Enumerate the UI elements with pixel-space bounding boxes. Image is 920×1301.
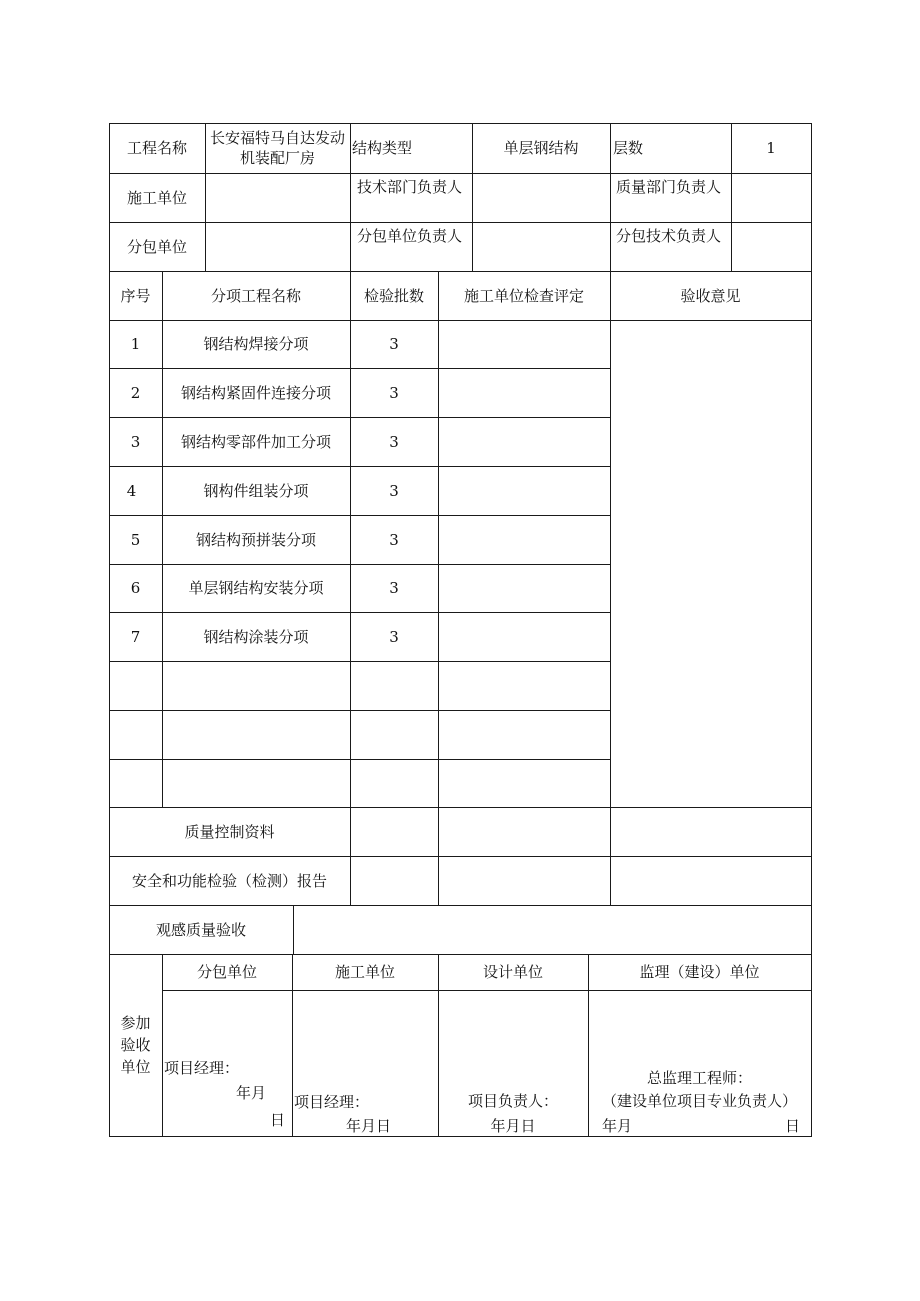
col-header-no: 序号 xyxy=(120,286,151,305)
grid-line xyxy=(109,710,611,711)
grid-line xyxy=(109,222,812,223)
row-batches: 3 xyxy=(389,530,399,549)
sig-con-manager: 项目经理： xyxy=(294,1093,370,1111)
row-no: 5 xyxy=(130,530,141,549)
row-no: 1 xyxy=(130,335,141,353)
project-name-line2: 机装配厂房 xyxy=(239,149,315,167)
col-header-opinion: 验收意见 xyxy=(680,286,741,305)
row-batches: 3 xyxy=(389,627,399,646)
appearance-quality-label: 观感质量验收 xyxy=(155,920,246,939)
row-no: 3 xyxy=(130,432,141,451)
row-batches: 3 xyxy=(389,383,399,402)
col-header-self-check: 施工单位检查评定 xyxy=(463,286,584,305)
structure-type-value: 单层钢结构 xyxy=(503,139,579,157)
party-subcontractor: 分包单位 xyxy=(196,963,257,981)
structure-type-label: 结构类型 xyxy=(352,139,413,157)
construction-unit-label: 施工单位 xyxy=(126,188,187,207)
sig-sub-date-ym: 年月 xyxy=(236,1084,267,1102)
col-header-item-name: 分项工程名称 xyxy=(210,286,301,305)
row-item-name: 钢构件组装分项 xyxy=(203,481,309,500)
participants-label xyxy=(109,954,162,1136)
party-constructor: 施工单位 xyxy=(334,963,395,981)
participants-label-line2: 验收 xyxy=(120,1036,151,1054)
row-item-name: 钢结构涂装分项 xyxy=(203,627,309,646)
row-item-name: 钢结构焊接分项 xyxy=(203,335,309,353)
grid-line xyxy=(109,173,812,174)
row-no: 6 xyxy=(130,579,141,597)
grid-line xyxy=(350,123,351,271)
participants-label-line3: 单位 xyxy=(120,1058,151,1076)
grid-line xyxy=(162,990,812,991)
party-designer: 设计单位 xyxy=(482,963,543,981)
grid-line xyxy=(610,271,611,905)
row-item-name: 单层钢结构安装分项 xyxy=(188,579,324,597)
floors-label: 层数 xyxy=(613,139,644,157)
row-no: 7 xyxy=(130,627,141,646)
participants-label-line1: 参加 xyxy=(120,1014,151,1032)
row-no: 2 xyxy=(130,383,141,402)
project-name-label: 工程名称 xyxy=(126,139,187,157)
sig-sub-manager: 项目经理： xyxy=(164,1059,240,1077)
project-name-value xyxy=(205,123,350,173)
sig-super-engineer: 总监理工程师： xyxy=(646,1069,752,1087)
row-item-name: 钢结构零部件加工分项 xyxy=(180,432,331,451)
grid-line xyxy=(109,661,611,662)
border-line xyxy=(811,123,812,1137)
party-supervisor: 监理（建设）单位 xyxy=(639,963,760,981)
subcontract-unit-label: 分包单位 xyxy=(126,237,187,256)
grid-line xyxy=(610,123,611,271)
sig-design-head: 项目负责人： xyxy=(467,1092,558,1110)
subcontract-tech-head-label: 分包技术负责人 xyxy=(616,227,722,245)
row-item-name: 钢结构预拼装分项 xyxy=(195,530,316,549)
project-name-line1: 长安福特马自达发动 xyxy=(209,129,345,147)
grid-line xyxy=(438,271,439,905)
subcontract-unit-head-label: 分包单位负责人 xyxy=(357,227,463,245)
row-batches: 3 xyxy=(389,432,399,451)
sig-design-date: 年月日 xyxy=(490,1117,536,1135)
sig-sub-date-d: 日 xyxy=(270,1111,286,1129)
floors-value: 1 xyxy=(766,139,776,157)
quality-control-data-label: 质量控制资料 xyxy=(184,822,275,841)
sig-super-note: （建设单位项目专业负责人） xyxy=(601,1092,797,1110)
tech-dept-head-label: 技术部门负责人 xyxy=(357,178,463,196)
row-batches: 3 xyxy=(389,335,399,353)
row-batches: 3 xyxy=(389,481,399,500)
sig-super-date-d: 日 xyxy=(785,1117,801,1135)
safety-function-report-label: 安全和功能检验（检测）报告 xyxy=(131,871,327,890)
row-no: 4 xyxy=(126,481,137,500)
sig-con-date: 年月日 xyxy=(346,1117,392,1135)
row-item-name: 钢结构紧固件连接分项 xyxy=(180,383,331,402)
row-batches: 3 xyxy=(389,579,399,597)
col-header-batches: 检验批数 xyxy=(363,286,424,305)
grid-line xyxy=(293,905,294,954)
quality-dept-head-label: 质量部门负责人 xyxy=(616,178,722,196)
sig-super-date-ym: 年月 xyxy=(602,1117,633,1135)
grid-line xyxy=(109,759,611,760)
